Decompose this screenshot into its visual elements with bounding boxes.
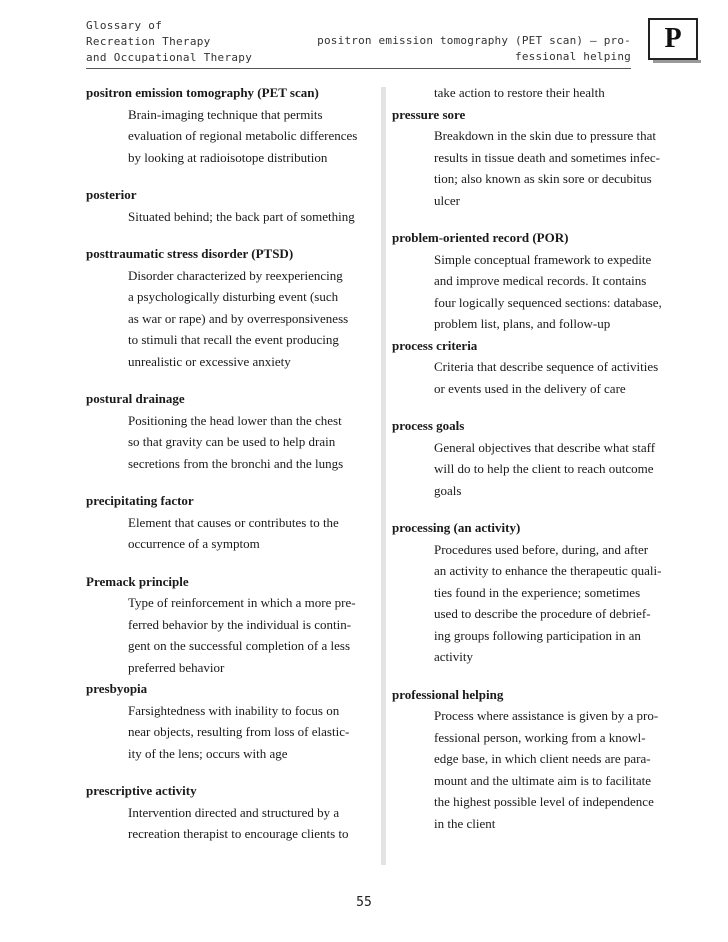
entry-term: positron emission tomography (PET scan)	[86, 85, 319, 100]
glossary-entry	[86, 780, 386, 845]
entry-definition: General objectives that describe what staff will do to help the client to reach outcome goals	[434, 439, 656, 498]
book-title-line-3: and Occupational Therapy	[86, 51, 253, 64]
glossary-entry	[392, 415, 692, 501]
entry-term: postural drainage	[86, 391, 185, 406]
entry-definition: Criteria that describe sequence of activities or events used in the delivery of care	[434, 359, 659, 396]
entry-definition: take action to restore their health	[434, 85, 605, 100]
entry-definition: Disorder characterized by reexperiencing a psychologically disturbing event (such as war or rape) and by overresponsiveness to stimuli that recall the event producing unrealistic or excessive anxiety	[128, 267, 349, 369]
book-title-line-2: Recreation Therapy	[86, 35, 211, 48]
entry-term: process criteria	[392, 337, 478, 353]
entry-definition: Farsightedness with inability to focus on near objects, resulting from loss of elastic- ity of the lens; occurs with age	[128, 702, 350, 761]
glossary-entry	[86, 490, 386, 555]
glossary-entry	[392, 684, 692, 835]
entry-term: problem-oriented record (POR)	[392, 230, 569, 245]
entry-term: professional helping	[392, 686, 504, 702]
page-range-line-2: fessional helping	[515, 50, 631, 63]
page-range	[317, 33, 631, 65]
left-column	[86, 82, 386, 861]
entry-term: presbyopia	[86, 681, 148, 696]
entry-definition: Type of reinforcement in which a more pre- ferred behavior by the individual is contin- gent on the successful completion of a less preferred behavior	[128, 595, 356, 675]
entry-term: precipitating factor	[86, 493, 194, 508]
right-column	[392, 82, 692, 850]
glossary-entry	[86, 184, 386, 227]
section-letter-tab: P	[648, 18, 698, 60]
entry-definition: Simple conceptual framework to expedite and improve medical records. It contains four logically sequenced sections: database, problem list, plans, and follow-up	[434, 251, 662, 331]
entry-term: prescriptive activity	[86, 783, 197, 798]
entry-definition: Situated behind; the back part of something	[128, 208, 355, 224]
continued-definition	[392, 82, 692, 104]
book-title-line-1: Glossary of	[86, 19, 163, 32]
glossary-entry	[86, 388, 386, 474]
entry-definition: Positioning the head lower than the chest so that gravity can be used to help drain secretions from the bronchi and the lungs	[128, 412, 344, 471]
page-range-line-1: positron emission tomography (PET scan) — pro-	[317, 34, 631, 47]
glossary-entry	[86, 243, 386, 372]
entry-term: pressure sore	[392, 106, 466, 122]
entry-definition: Procedures used before, during, and after an activity to enhance the therapeutic quali- ties found in the experience; sometimes used to describe the procedure of debrief- ing groups following participation in an activity	[434, 541, 662, 664]
entry-definition: Element that causes or contributes to the occurrence of a symptom	[128, 514, 339, 551]
book-title	[86, 18, 252, 66]
header-rule	[86, 68, 631, 69]
page-number: 55	[356, 895, 372, 910]
glossary-entry	[86, 82, 386, 168]
entry-term: Premack principle	[86, 573, 189, 589]
running-header	[86, 18, 631, 64]
entry-definition: Brain-imaging technique that permits evaluation of regional metabolic differences by looking at radioisotope distribution	[128, 106, 358, 165]
entry-term: posttraumatic stress disorder (PTSD)	[86, 246, 294, 261]
entry-term: processing (an activity)	[392, 520, 521, 535]
glossary-entry	[86, 571, 386, 679]
glossary-entry	[392, 104, 692, 212]
glossary-entry	[392, 335, 692, 400]
entry-definition: Process where assistance is given by a pro- fessional person, working from a knowl- edge base, in which client needs are para- mount and the ultimate aim is to facilitate the highest possible level of independence in the client	[434, 708, 659, 831]
glossary-entry	[392, 227, 692, 335]
entry-term: posterior	[86, 187, 137, 202]
entry-definition: Breakdown in the skin due to pressure that results in tissue death and sometimes infec- tion; also known as skin sore or decubitus ulcer	[434, 128, 661, 208]
glossary-entry	[86, 678, 386, 764]
entry-definition: Intervention directed and structured by a recreation therapist to encourage clients to	[128, 804, 349, 841]
entry-term: process goals	[392, 418, 465, 433]
glossary-entry	[392, 517, 692, 668]
